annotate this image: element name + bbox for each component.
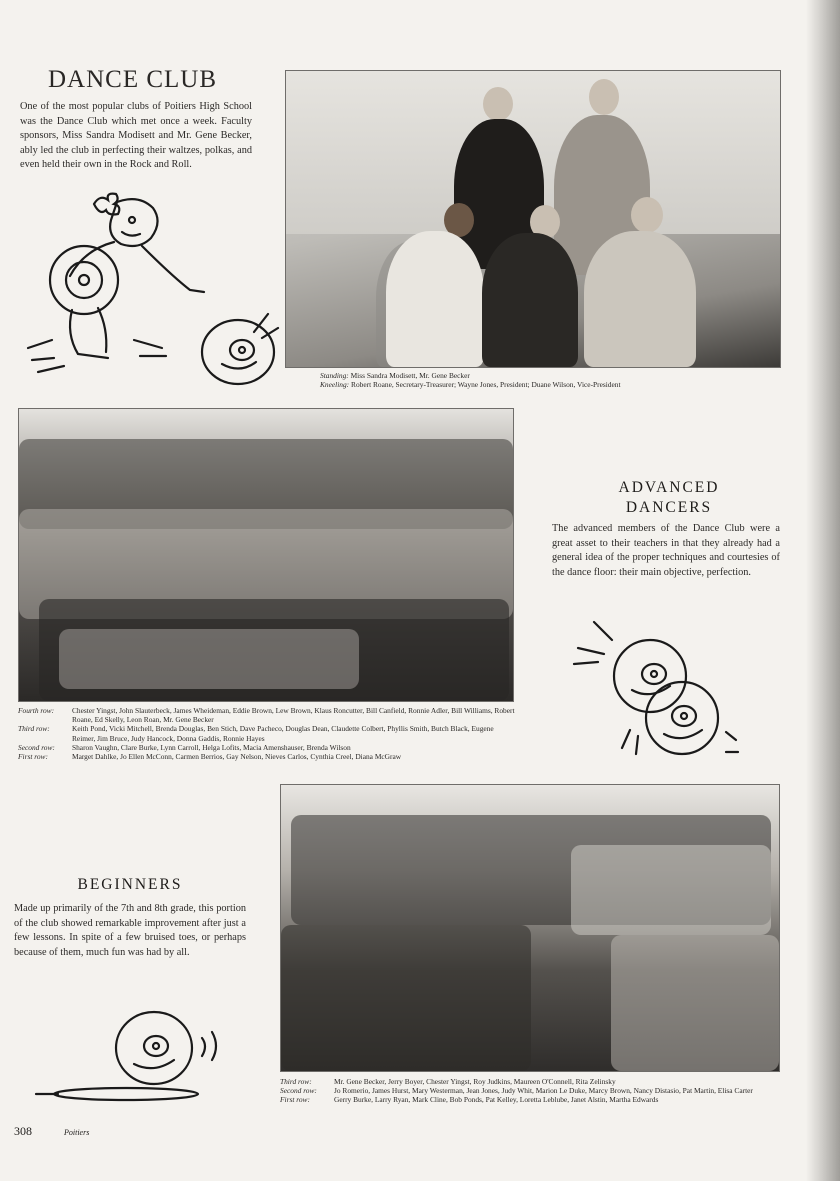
kneeling-names: Robert Roane, Secretary-Treasurer; Wayne Jones, President; Duane Wilson, Vice-President — [351, 380, 621, 390]
beginners-row-2: Second row: Jo Romerio, James Hurst, Mary Westerman, Jean Jones, Judy Whit, Marion Le Duke, Marcy Brown, Nancy Distasio, Pat Martin, Elisa Carter — [280, 1086, 753, 1096]
page-number: 308 — [14, 1124, 32, 1138]
beginners-title: BEGINNERS — [77, 876, 183, 893]
advanced-title — [540, 478, 798, 518]
officers-photo-caption — [320, 371, 780, 389]
publication-name: Poitiers — [64, 1128, 90, 1137]
beginners-roster — [280, 1077, 780, 1105]
twin-records-illustration — [570, 612, 740, 768]
beginners-row-3: Third row: Mr. Gene Becker, Jerry Boyer, Chester Yingst, Roy Judkins, Maureen O'Connell, Rita Zelinsky — [280, 1077, 616, 1086]
page-edge-shadow — [806, 0, 840, 1181]
advanced-row-2: Second row: Sharon Vaughn, Clare Burke, Lynn Carroll, Helga Lofits, Macia Amenshauser, Brenda Wilson — [18, 742, 351, 752]
advanced-row-4: Fourth row: Chester Yingst, John Slauterbeck, James Wheideman, Eddie Brown, Lew Brown, Klaus Roncutter, Bill Canfield, Ronnie Adler, Bill Williams, Robert Roane, Ed Skelly, Leon Roan, Mr. Gene Becker — [18, 706, 515, 725]
dancing-cartoon-illustration — [22, 190, 212, 380]
standing-names: Miss Sandra Modisett, Mr. Gene Becker — [350, 371, 470, 380]
beginners-photo — [280, 784, 780, 1072]
advanced-row-1: First row: Marget Dahlke, Jo Ellen McConn, Carmen Berrios, Gay Nelson, Nieves Carlos, Cynthia Creel, Diana McGraw — [18, 752, 402, 762]
dance-club-body: One of the most popular clubs of Poitiers High School was the Dance Club which met once a week. Faculty sponsors, Miss Sandra Modisett and Mr. Gene Becker, ably led the club in perfecting their waltzes, polkas, and even held their own in the Rock and Roll. — [20, 101, 252, 171]
beginners-row-1: First row: Gerry Burke, Larry Ryan, Mark Cline, Bob Ponds, Pat Kelley, Loretta Leblube, Janet Alstin, Martha Edwards — [280, 1095, 659, 1105]
dance-club-title: DANCE CLUB — [48, 66, 218, 93]
advanced-roster — [18, 706, 518, 761]
advanced-title-line1: ADVANCED — [618, 479, 720, 496]
rolling-record-illustration — [30, 1002, 230, 1110]
advanced-dancers-photo — [18, 408, 514, 702]
beginners-body: Made up primarily of the 7th and 8th grade, this portion of the club showed remarkable improvement after just a few lessons. In spite of a few bruised toes, or perhaps because of them, much fun was had by all. — [14, 903, 246, 958]
advanced-row-3: Third row: Keith Pond, Vicki Mitchell, Brenda Douglas, Ben Stich, Dave Pacheco, Douglas Dean, Claudette Colbert, Phyllis Smith, Butch Black, Eugene Reimer, Jim Bruce, Judy Hancock, Donna Gaddis, Ronnie Hayes — [18, 724, 494, 743]
advanced-title-line2: DANCERS — [625, 499, 713, 516]
advanced-body: The advanced members of the Dance Club were a great asset to their teachers in that they already had a general idea of the proper techniques and courtesies of the dance floor: their main objective, perfection. — [552, 523, 780, 578]
dance-club-officers-photo — [285, 70, 781, 368]
standing-label: Standing: — [320, 371, 349, 380]
kneeling-label: Kneeling: — [320, 380, 350, 390]
spinning-record-icon — [192, 308, 284, 390]
